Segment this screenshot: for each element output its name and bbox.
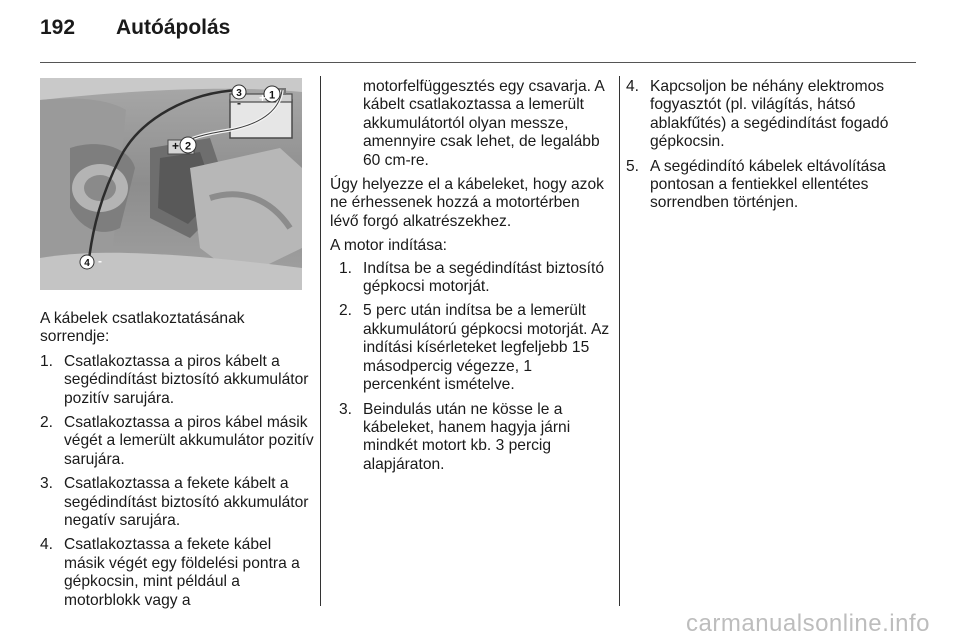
list-item [40,475,314,530]
column-divider-left [320,76,321,606]
list-item [40,536,314,610]
list-item [40,353,314,408]
list-item [626,78,916,152]
column-2 [330,78,612,474]
list-item [40,414,314,469]
callout-4: 4 [84,258,90,269]
step-text: Kapcsoljon be néhány elektromos fogyasztót (pl. világítás, hátsó ablakfűtés) a segédindítást fogadó gépkocsin. [650,78,889,151]
step-text: Indítsa be a segédindítást biztosító gépkocsi motorját. [363,259,604,296]
step-text: A segédindító kábelek eltávolítása pontosan a fentiekkel ellentétes sorrendben történjen. [650,157,886,212]
step-number: 3. [339,400,353,418]
list-item [330,260,612,297]
step-text: Csatlakoztassa a fekete kábelt a segédindítást biztosító akkumulátor negatív sarujára. [64,475,309,530]
engine-start-heading: A motor indítása: [330,237,448,255]
header-rule [40,62,916,63]
step-text: Beindulás után ne kösse le a kábeleket, hanem hagyja járni mindkét motort kb. 3 percig alapjáraton. [363,400,571,473]
column-3 [626,78,916,213]
step-4-continuation: motorfelfüggesztés egy csavarja. A kábelt csatlakoztassa a lemerült akkumulátortól olyan messze, amennyire csak lehet, de legalább 60 cm-re. [363,78,604,169]
step-number: 3. [40,475,54,493]
list-item [330,401,612,475]
minus-sign-3: - [237,96,241,110]
step-number: 5. [626,157,640,175]
plus-sign-1: + [259,91,267,105]
step-text: 5 perc után indítsa be a lemerült akkumulátorú gépkocsi motorját. Az indítási kísérleteket legfeljebb 15 másodpercig végezze, 1 percenként ismételve. [363,302,610,394]
cable-order-intro: A kábelek csatlakoztatásának sorrendje: [40,310,245,346]
column-divider-right [619,76,620,606]
callout-2: 2 [184,140,192,153]
engine-bay-jump-start-figure [40,78,302,290]
step-number: 2. [339,302,353,320]
step-number: 1. [40,352,54,370]
final-steps-list [626,78,916,213]
step-text: Csatlakoztassa a piros kábelt a segédindítást biztosító akkumulátor pozitív sarujára. [64,352,309,407]
step-number: 4. [626,78,640,95]
cable-placement-paragraph: Úgy helyezze el a kábeleket, hogy azok ne érhessenek hozzá a motortérben lévő forgó alkatrészekhez. [330,176,604,230]
callout-3: 3 [236,88,242,99]
step-text: Csatlakoztassa a fekete kábel másik végét egy földelési pontra a gépkocsin, mint például a motorblokk vagy a [64,536,300,609]
callout-1: 1 [268,89,276,102]
list-item [626,158,916,213]
list-item [330,302,612,394]
cable-steps-list [40,353,314,610]
watermark: carmanualsonline.info [686,610,930,637]
step-text: Csatlakoztassa a piros kábel másik végét a lemerült akkumulátor pozitív sarujára. [64,414,314,468]
step-number: 1. [339,259,353,277]
minus-sign-4: - [98,254,102,268]
column-1 [40,78,314,610]
engine-start-steps-list [330,260,612,474]
page-number: 192 [40,16,76,39]
plus-sign-2: + [172,139,180,153]
page-title: Autóápolás [116,16,231,39]
step-number: 2. [40,414,54,432]
step-number: 4. [40,536,54,554]
